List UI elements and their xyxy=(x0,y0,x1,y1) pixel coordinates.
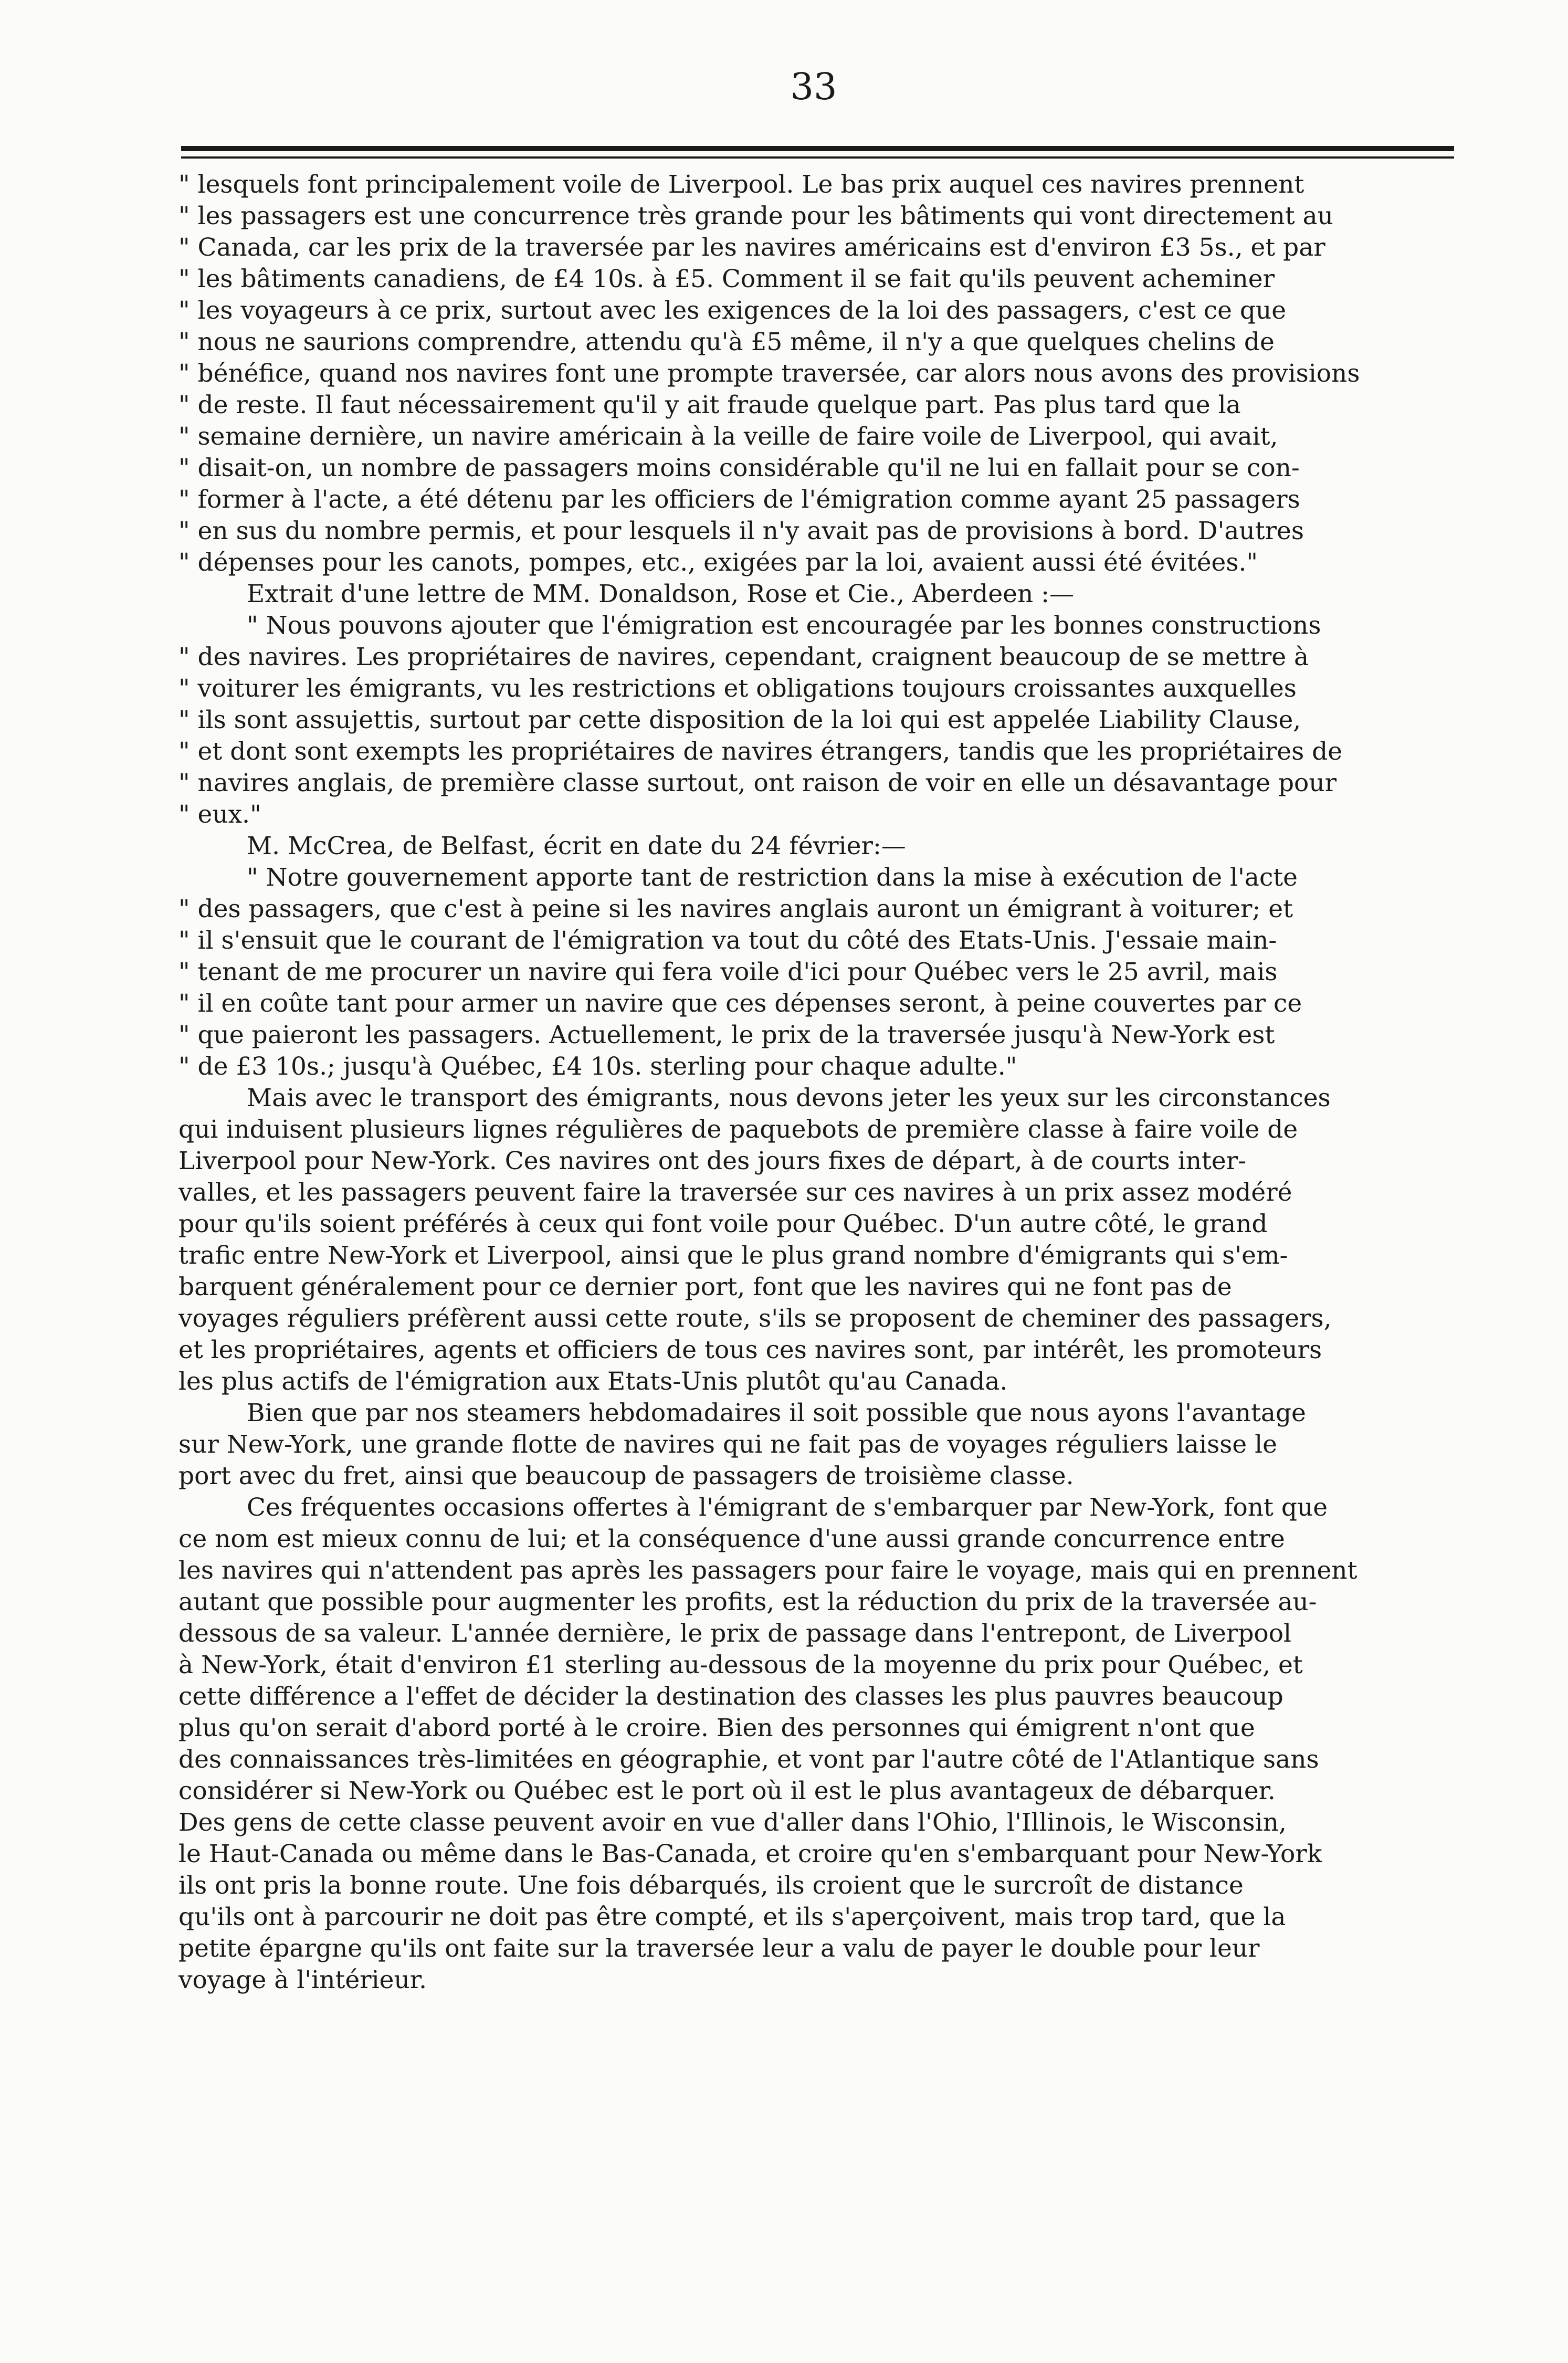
text-line: " il en coûte tant pour armer un navire que ces dépenses seront, à peine couvertes par ce xyxy=(178,989,1302,1018)
text-line: cette différence a l'effet de décider la destination des classes les plus pauvres beaucoup xyxy=(178,1682,1283,1711)
body-text xyxy=(178,169,1470,1996)
text-line: " Canada, car les prix de la traversée par les navires américains est d'environ £3 5s., et par xyxy=(178,233,1325,262)
text-line: " Nous pouvons ajouter que l'émigration est encouragée par les bonnes constructions xyxy=(247,611,1321,640)
text-line: Bien que par nos steamers hebdomadaires il soit possible que nous ayons l'avantage xyxy=(247,1399,1306,1427)
text-line: petite épargne qu'ils ont faite sur la traversée leur a valu de payer le double pour leur xyxy=(178,1934,1260,1963)
text-line: barquent généralement pour ce dernier port, font que les navires qui ne font pas de xyxy=(178,1273,1232,1301)
text-line: " nous ne saurions comprendre, attendu qu'à £5 même, il n'y a que quelques chelins de xyxy=(178,328,1275,356)
text-line: pour qu'ils soient préférés à ceux qui font voile pour Québec. D'un autre côté, le grand xyxy=(178,1210,1268,1238)
text-line: " lesquels font principalement voile de Liverpool. Le bas prix auquel ces navires prennent xyxy=(178,170,1304,199)
text-line: Liverpool pour New-York. Ces navires ont des jours fixes de départ, à de courts inter- xyxy=(178,1147,1247,1175)
text-line: " navires anglais, de première classe surtout, ont raison de voir en elle un désavantage pour xyxy=(178,769,1337,797)
text-line: qu'ils ont à parcourir ne doit pas être compté, et ils s'aperçoivent, mais trop tard, que la xyxy=(178,1903,1286,1931)
text-line: " en sus du nombre permis, et pour lesquels il n'y avait pas de provisions à bord. D'autres xyxy=(178,517,1304,545)
text-line: voyages réguliers préfèrent aussi cette route, s'ils se proposent de cheminer des passagers, xyxy=(178,1304,1332,1333)
text-line: Des gens de cette classe peuvent avoir en vue d'aller dans l'Ohio, l'Illinois, le Wisconsin, xyxy=(178,1808,1287,1837)
text-line: " ils sont assujettis, surtout par cette disposition de la loi qui est appelée Liability Clause, xyxy=(178,706,1301,734)
text-line: " les voyageurs à ce prix, surtout avec les exigences de la loi des passagers, c'est ce que xyxy=(178,296,1287,325)
text-line: " voiturer les émigrants, vu les restrictions et obligations toujours croissantes auxquelles xyxy=(178,674,1297,703)
text-line: ils ont pris la bonne route. Une fois débarqués, ils croient que le surcroît de distance xyxy=(178,1871,1244,1900)
text-line: " eux." xyxy=(178,800,261,829)
text-line: " que paieront les passagers. Actuellement, le prix de la traversée jusqu'à New-York est xyxy=(178,1021,1275,1049)
text-line: " bénéfice, quand nos navires font une prompte traversée, car alors nous avons des provisions xyxy=(178,359,1360,388)
text-line: Extrait d'une lettre de MM. Donaldson, Rose et Cie., Aberdeen :— xyxy=(247,580,1075,608)
text-line: ce nom est mieux connu de lui; et la conséquence d'une aussi grande concurrence entre xyxy=(178,1525,1285,1553)
text-line: autant que possible pour augmenter les profits, est la réduction du prix de la traversée au- xyxy=(178,1588,1317,1616)
text-line: valles, et les passagers peuvent faire la traversée sur ces navires à un prix assez modéré xyxy=(178,1178,1292,1207)
text-line: " tenant de me procurer un navire qui fera voile d'ici pour Québec vers le 25 avril, mais xyxy=(178,958,1278,986)
text-line: M. McCrea, de Belfast, écrit en date du 24 février:— xyxy=(247,832,906,860)
text-line: " de £3 10s.; jusqu'à Québec, £4 10s. sterling pour chaque adulte." xyxy=(178,1052,1017,1081)
text-line: les navires qui n'attendent pas après les passagers pour faire le voyage, mais qui en prennent xyxy=(178,1556,1357,1585)
text-line: port avec du fret, ainsi que beaucoup de passagers de troisième classe. xyxy=(178,1462,1074,1490)
text-line: sur New-York, une grande flotte de navires qui ne fait pas de voyages réguliers laisse le xyxy=(178,1430,1277,1459)
text-line: à New-York, était d'environ £1 sterling au-dessous de la moyenne du prix pour Québec, et xyxy=(178,1651,1303,1679)
text-line: " les bâtiments canadiens, de £4 10s. à £5. Comment il se fait qu'ils peuvent acheminer xyxy=(178,265,1275,293)
text-line: Ces fréquentes occasions offertes à l'émigrant de s'embarquer par New-York, font que xyxy=(247,1493,1328,1522)
text-line: " de reste. Il faut nécessairement qu'il y ait fraude quelque part. Pas plus tard que la xyxy=(178,391,1241,419)
page-number: 33 xyxy=(790,65,837,108)
text-line: plus qu'on serait d'abord porté à le croire. Bien des personnes qui émigrent n'ont que xyxy=(178,1714,1255,1742)
text-line: " des navires. Les propriétaires de navires, cependant, craignent beaucoup de se mettre à xyxy=(178,643,1309,671)
text-line: dessous de sa valeur. L'année dernière, le prix de passage dans l'entrepont, de Liverpool xyxy=(178,1619,1292,1648)
text-line: et les propriétaires, agents et officiers de tous ces navires sont, par intérêt, les promoteurs xyxy=(178,1336,1322,1364)
text-line: trafic entre New-York et Liverpool, ainsi que le plus grand nombre d'émigrants qui s'em- xyxy=(178,1241,1288,1270)
text-line: " disait-on, un nombre de passagers moins considérable qu'il ne lui en fallait pour se con- xyxy=(178,454,1300,482)
text-line: " des passagers, que c'est à peine si les navires anglais auront un émigrant à voiturer; et xyxy=(178,895,1293,923)
text-line: " dépenses pour les canots, pompes, etc., exigées par la loi, avaient aussi été évitées." xyxy=(178,548,1258,577)
text-line: " semaine dernière, un navire américain à la veille de faire voile de Liverpool, qui avait, xyxy=(178,422,1278,451)
text-line: considérer si New-York ou Québec est le port où il est le plus avantageux de débarquer. xyxy=(178,1777,1276,1805)
text-line: " les passagers est une concurrence très grande pour les bâtiments qui vont directement au xyxy=(178,202,1333,230)
text-line: le Haut-Canada ou même dans le Bas-Canada, et croire qu'en s'embarquant pour New-York xyxy=(178,1840,1322,1868)
text-line: " Notre gouvernement apporte tant de restriction dans la mise à exécution de l'acte xyxy=(247,863,1298,892)
text-line: voyage à l'intérieur. xyxy=(178,1966,427,1994)
text-line: Mais avec le transport des émigrants, nous devons jeter les yeux sur les circonstances xyxy=(247,1084,1331,1112)
header-rule-thick xyxy=(181,146,1454,151)
text-line: les plus actifs de l'émigration aux Etats-Unis plutôt qu'au Canada. xyxy=(178,1367,1008,1396)
text-line: " former à l'acte, a été détenu par les officiers de l'émigration comme ayant 25 passagers xyxy=(178,485,1300,514)
text-line: des connaissances très-limitées en géographie, et vont par l'autre côté de l'Atlantique sans xyxy=(178,1745,1319,1774)
text-line: " il s'ensuit que le courant de l'émigration va tout du côté des Etats-Unis. J'essaie main- xyxy=(178,926,1277,955)
header-rule-thin xyxy=(181,156,1454,159)
text-line: qui induisent plusieurs lignes régulières de paquebots de première classe à faire voile de xyxy=(178,1115,1298,1144)
text-line: " et dont sont exempts les propriétaires de navires étrangers, tandis que les propriétaires de xyxy=(178,737,1343,766)
